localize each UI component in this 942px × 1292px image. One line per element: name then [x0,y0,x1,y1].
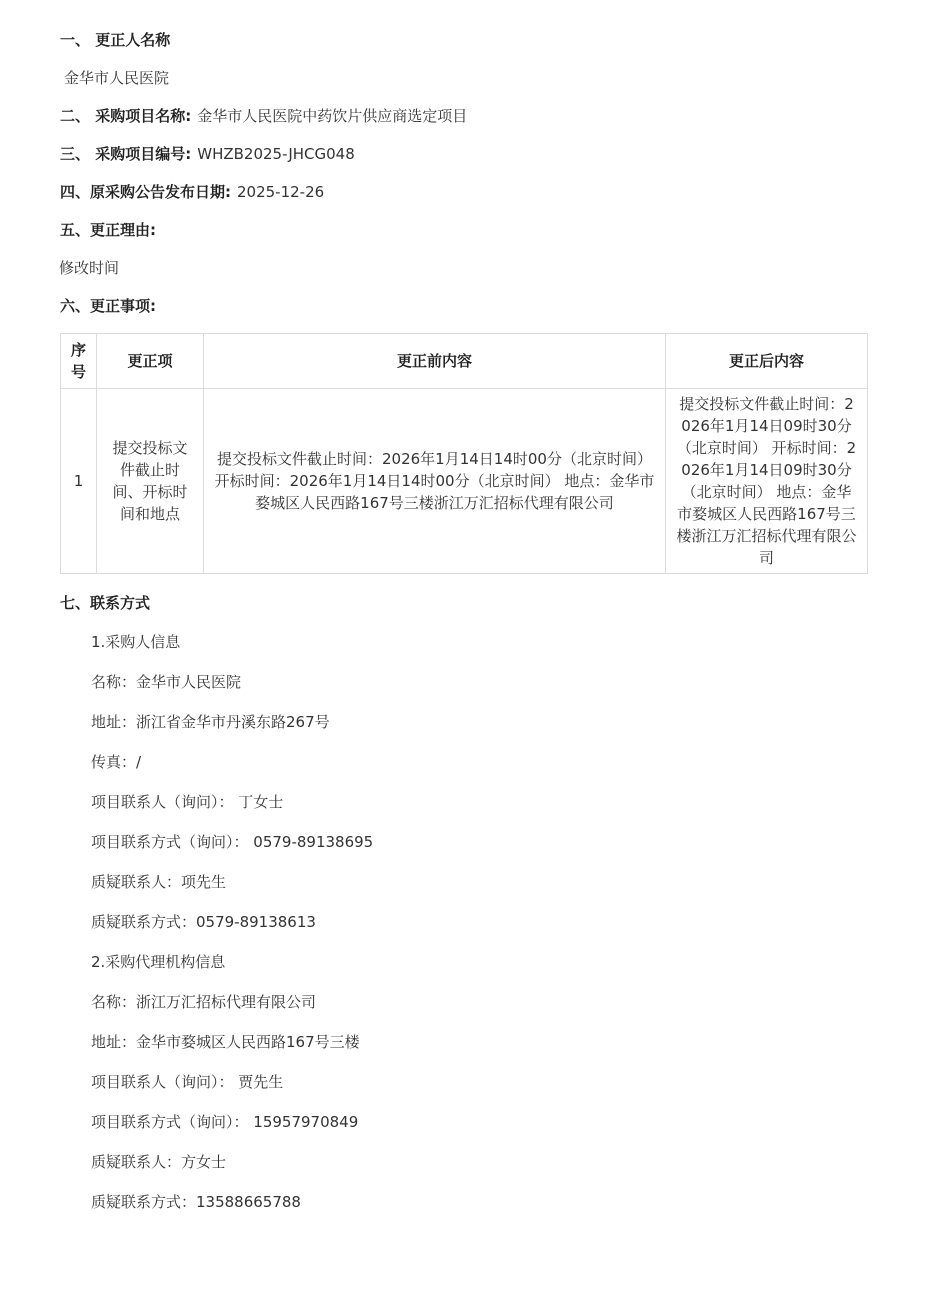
purchaser-contact: 项目联系人（询问）： 丁女士 [91,793,284,811]
cell-after: 提交投标文件截止时间：2026年1月14日09时30分（北京时间） 开标时间：2026年1月14日09时30分（北京时间） 地点：金华市婺城区人民西路167号三楼浙江万汇招标代理有限公司 [666,389,868,574]
table-row [61,389,868,574]
table-header-row [61,334,868,389]
purchaser-query-phone: 质疑联系方式：0579-89138613 [91,913,316,931]
agency-query-contact: 质疑联系人：方女士 [91,1153,227,1171]
agency-query-phone: 质疑联系方式：13588665788 [91,1193,301,1211]
cell-item: 提交投标文件截止时间、开标时间和地点 [97,389,204,574]
correction-reason: 修改时间 [59,259,120,277]
section-6-heading: 六、更正事项: [60,297,156,315]
project-number: WHZB2025-JHCG048 [197,145,355,163]
correction-table [60,333,868,574]
agency-contact: 项目联系人（询问）： 贾先生 [91,1073,284,1091]
col-header-item: 更正项 [97,334,204,389]
purchaser-info-title: 1.采购人信息 [91,633,181,651]
corrector-name: 金华市人民医院 [64,69,170,87]
section-1-heading: 一、 更正人名称 [60,31,171,49]
col-header-after: 更正后内容 [666,334,868,389]
project-name: 金华市人民医院中药饮片供应商选定项目 [197,107,468,125]
cell-before: 提交投标文件截止时间：2026年1月14日14时00分（北京时间） 开标时间：2026年1月14日14时00分（北京时间） 地点：金华市婺城区人民西路167号三楼浙江万汇招标代理有限公司 [204,389,666,574]
section-3 [60,143,355,165]
section-5-heading: 五、更正理由: [60,221,156,239]
purchaser-address: 地址：浙江省金华市丹溪东路267号 [91,713,330,731]
section-2-heading: 二、 采购项目名称: [60,107,192,125]
section-4 [60,181,324,203]
section-2 [60,105,467,127]
section-3-heading: 三、 采购项目编号: [60,145,192,163]
agency-name: 名称：浙江万汇招标代理有限公司 [91,993,317,1011]
purchaser-query-contact: 质疑联系人：项先生 [91,873,227,891]
purchaser-name: 名称：金华市人民医院 [91,673,242,691]
section-7-heading: 七、联系方式 [60,594,151,612]
purchaser-phone: 项目联系方式（询问）： 0579-89138695 [91,833,374,851]
agency-address: 地址：金华市婺城区人民西路167号三楼 [91,1033,360,1051]
section-4-heading: 四、原采购公告发布日期: [60,183,231,201]
col-header-no: 序号 [61,334,97,389]
purchaser-fax: 传真：/ [91,753,142,771]
agency-phone: 项目联系方式（询问）： 15957970849 [91,1113,359,1131]
agency-info-title: 2.采购代理机构信息 [91,953,226,971]
col-header-before: 更正前内容 [204,334,666,389]
original-publish-date: 2025-12-26 [237,183,325,201]
cell-no: 1 [61,389,97,574]
